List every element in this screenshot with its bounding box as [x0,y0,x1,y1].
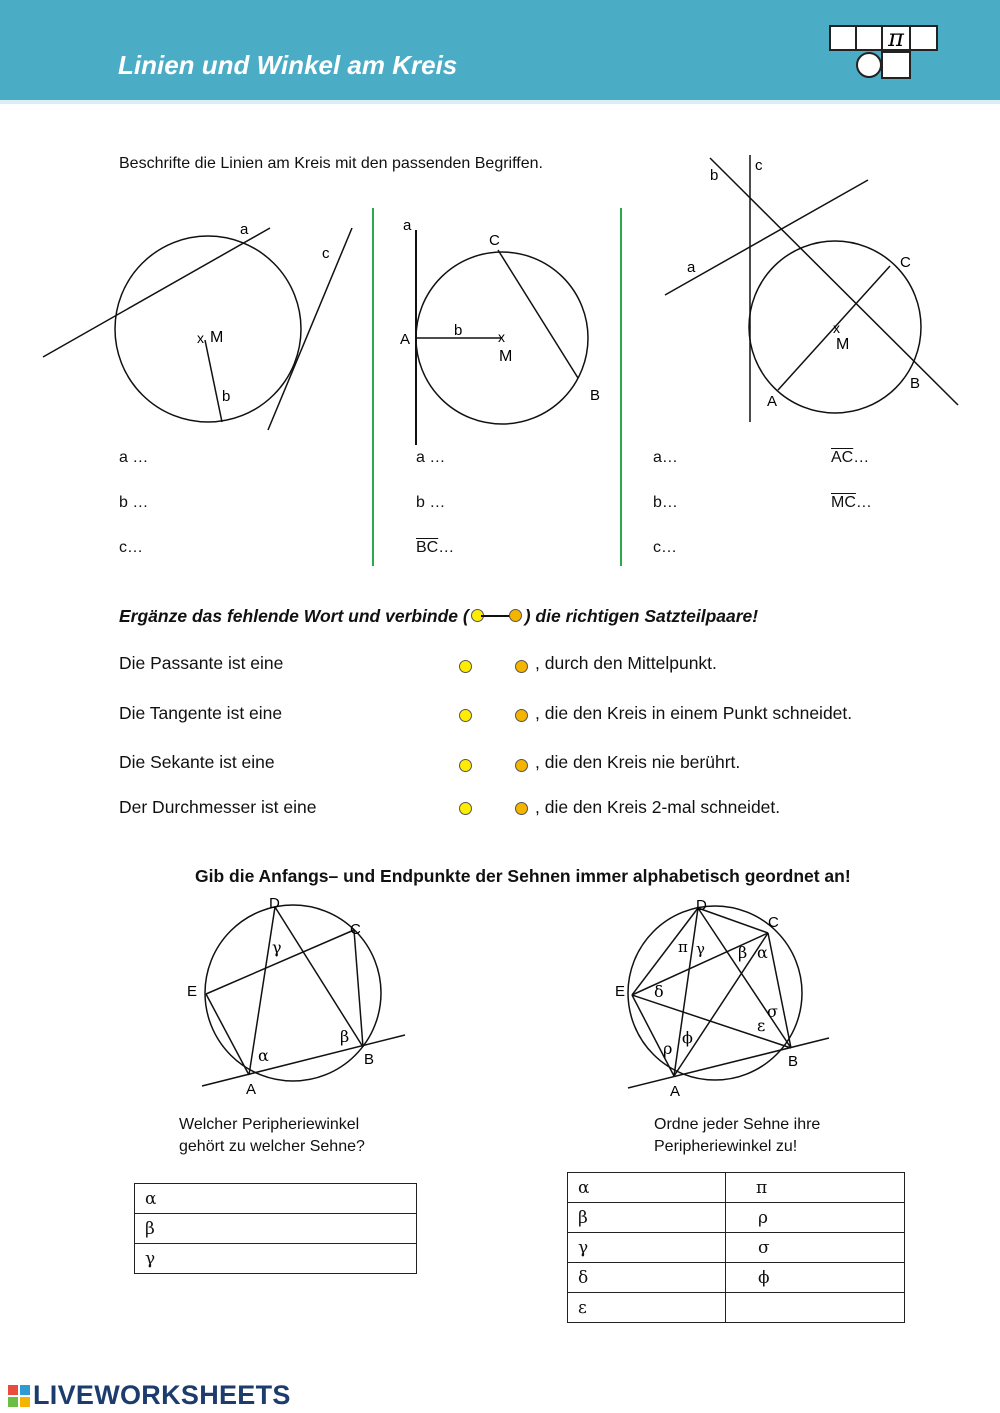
divider-1 [372,208,374,566]
segment-mc: $\overline{MC}$ [831,494,856,511]
label-beta: β [738,943,748,962]
row2-left: Die Tangente ist eine [119,703,283,723]
label-alpha: α [757,943,768,962]
table-cell[interactable]: β [568,1203,726,1233]
label-C: C [900,254,911,271]
label-a: a [403,217,412,234]
center-mark: x [197,330,204,346]
center-mark: x [833,320,840,336]
row1-left-connector[interactable] [459,660,472,673]
angle-table-right [567,1172,905,1323]
row4-right: , die den Kreis 2-mal schneidet. [535,797,781,817]
chord-CD [698,908,768,933]
label-D: D [269,895,280,912]
row4-left-connector[interactable] [459,802,472,815]
answer-col3-c[interactable]: c… [653,539,677,556]
center-mark: x [498,329,505,345]
row1-right: , durch den Mittelpunkt. [535,653,717,673]
answer-col1-b[interactable]: b … [119,494,149,511]
label-gamma: γ [696,940,705,958]
table-cell[interactable]: σ [726,1233,905,1263]
label-beta: β [340,1027,350,1046]
label-M: M [836,336,850,353]
answer-col1-c[interactable]: c… [119,539,143,556]
table-cell[interactable]: δ [568,1263,726,1293]
line-a-secant [43,228,270,357]
label-delta: δ [654,982,664,1001]
answer-col3-b[interactable]: b… [653,494,678,511]
label-B: B [788,1053,799,1070]
row1-right-connector[interactable] [515,660,528,673]
label-c: c [322,245,330,262]
angle-table-left [134,1183,417,1274]
answer-dots: … [855,494,872,511]
line-c-passante [268,228,352,430]
question-right-line2: Peripheriewinkel zu! [654,1138,798,1155]
table-row [135,1184,417,1214]
answer-col3-ac[interactable] [831,449,869,467]
figure-lines-2 [380,200,620,450]
label-pi: π [678,938,688,956]
line-b-secant [710,158,958,405]
label-E: E [615,983,626,1000]
connect-example-icon [469,609,525,623]
table-cell[interactable] [726,1293,905,1323]
row4-left: Der Durchmesser ist eine [119,797,317,817]
table-cell[interactable]: γ [568,1233,726,1263]
pi-logo-icon [828,24,940,82]
label-A: A [767,393,778,410]
table-cell[interactable]: α [568,1173,726,1203]
answer-col2-bc[interactable] [416,539,454,557]
chord-AD [674,908,698,1076]
instruction-pre: Ergänze das fehlende Wort und verbinde ( [119,606,469,626]
answer-col3-mc[interactable] [831,494,872,512]
row3-left-connector[interactable] [459,759,472,772]
figure-lines-3 [630,150,970,430]
table-row [135,1214,417,1244]
table-row [568,1263,905,1293]
figure-lines-1 [0,200,380,440]
label-E: E [187,983,198,1000]
label-gamma: γ [272,938,282,957]
section1-instruction: Beschrifte die Linien am Kreis mit den passenden Begriffen. [119,155,543,172]
section2-instruction [119,606,758,627]
divider-2 [620,208,622,566]
liveworksheets-icon [8,1385,30,1407]
row3-right: , die den Kreis nie berührt. [535,752,741,772]
liveworksheets-logo[interactable] [8,1380,291,1411]
label-C: C [768,914,779,931]
answer-col1-a[interactable]: a … [119,449,149,466]
answer-col2-a[interactable]: a … [416,449,446,466]
label-phi: ϕ [682,1028,693,1047]
label-b: b [710,167,719,184]
table-cell-alpha[interactable]: α [135,1184,417,1214]
figure-chords-right [610,890,850,1100]
line-a-passante [665,180,868,295]
brand-name: LIVEWORKSHEETS [33,1380,291,1410]
table-row [568,1233,905,1263]
question-left-line1: Welcher Peripheriewinkel [179,1116,360,1133]
table-cell[interactable]: ε [568,1293,726,1323]
label-B: B [590,387,601,404]
row2-right-connector[interactable] [515,709,528,722]
row3-right-connector[interactable] [515,759,528,772]
label-C: C [489,232,500,249]
label-A: A [670,1083,681,1100]
answer-col3-a[interactable]: a… [653,449,678,466]
label-A: A [246,1081,257,1098]
answer-dots: … [438,539,455,556]
figure-chords-left [180,890,420,1100]
label-C: C [350,921,361,938]
table-row [568,1173,905,1203]
table-cell[interactable]: ρ [726,1203,905,1233]
row3-left: Die Sekante ist eine [119,752,275,772]
label-alpha: α [258,1046,269,1065]
label-M: M [499,348,513,365]
row1-left: Die Passante ist eine [119,653,284,673]
chord-BC [354,930,363,1047]
row4-right-connector[interactable] [515,802,528,815]
label-c: c [755,157,763,174]
label-a: a [687,259,696,276]
table-cell[interactable]: π [726,1173,905,1203]
label-B: B [364,1051,375,1068]
label-D: D [696,897,707,914]
row2-right: , die den Kreis in einem Punkt schneidet. [535,703,853,723]
line-b-radius [205,340,222,422]
label-B: B [910,375,921,392]
question-right-line1: Ordne jeder Sehne ihre [654,1116,821,1133]
table-row [568,1293,905,1323]
table-row [135,1244,417,1274]
section3-instruction: Gib die Anfangs– und Endpunkte der Sehnen immer alphabetisch geordnet an! [195,866,851,886]
answer-col2-b[interactable]: b … [416,494,446,511]
header-bar [0,0,1000,104]
label-a: a [240,221,249,238]
table-cell-beta[interactable]: β [135,1214,417,1244]
question-left-line2: gehört zu welcher Sehne? [179,1138,365,1155]
table-cell[interactable]: ϕ [726,1263,905,1293]
segment-ac: $\overline{AC}$ [831,449,854,466]
label-M: M [210,329,224,346]
label-b: b [222,388,231,405]
page-title: Linien und Winkel am Kreis [118,50,458,80]
row2-left-connector[interactable] [459,709,472,722]
table-row [568,1203,905,1233]
table-cell-gamma[interactable]: γ [135,1244,417,1274]
label-A: A [400,331,411,348]
chord-AE [206,994,249,1075]
label-sigma: σ [767,1002,778,1021]
instruction-post: ) die richtigen Satzteilpaare! [524,606,759,626]
answer-dots: … [853,449,870,466]
label-b: b [454,322,463,339]
logo-pi-symbol: π [888,24,904,52]
label-epsilon: ε [757,1016,766,1035]
label-rho: ρ [663,1039,673,1058]
segment-bc: $\overline{BC}$ [416,539,439,556]
